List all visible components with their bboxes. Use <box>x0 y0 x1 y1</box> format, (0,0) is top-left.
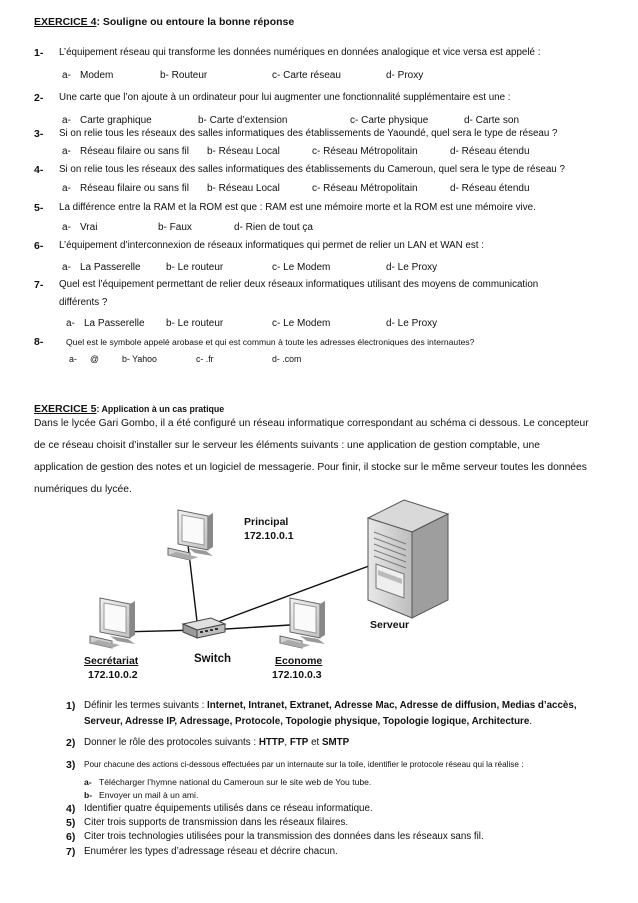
q8-opt-c[interactable]: c- .fr <box>196 354 214 364</box>
q4-opt-c[interactable]: c- Réseau Métropolitain <box>312 183 418 194</box>
q4-text: Si on relie tous les réseaux des salles informatiques des établissements du Cameroun, quel sera le type de réseau ? <box>59 164 565 175</box>
ex5-q2-number: 2) <box>66 737 76 749</box>
computer-secretariat-icon[interactable] <box>90 598 135 648</box>
ex5-para-line-1: Dans le lycée Gari Gombo, il a été configuré un réseau informatique correspondant au schéma ci dessous. Le concepteur <box>34 418 589 429</box>
q5-opt-a-letter: a- <box>62 222 71 233</box>
econome-ip: 172.10.0.3 <box>272 669 322 681</box>
q5-opt-d[interactable]: d- Rien de tout ça <box>234 222 313 233</box>
server-icon[interactable] <box>368 500 448 618</box>
q5-number: 5- <box>34 202 44 214</box>
q2-opt-d[interactable]: d- Carte son <box>464 115 520 126</box>
ex5-q1-terms-1: Internet, Intranet, Extranet, Adresse Mac, Adresse de diffusion, Medias d’accès, <box>207 700 577 711</box>
ex4-title: EXERCICE 4 <box>34 16 97 28</box>
secretariat-name: Secrétariat <box>84 655 139 667</box>
ex5-q1-terms-2: Serveur, Adresse IP, Adressage, Protocole, Topologie physique, Topologie logique, Architecture <box>84 716 530 727</box>
switch-label: Switch <box>194 653 232 665</box>
q8-opt-d[interactable]: d- .com <box>272 354 302 364</box>
q1-text: L’équipement réseau qui transforme les données numériques en données analogique et vice versa est appelé : <box>59 47 541 58</box>
ex5-q3-b: Envoyer un mail à un ami. <box>99 790 199 800</box>
ex5-q2-et: et <box>308 737 322 748</box>
ex5-q1-line2 <box>84 716 532 727</box>
q2-text: Une carte que l’on ajoute à un ordinateur pour lui augmenter une fonctionnalité supplémentaire est une : <box>59 92 511 103</box>
q2-opt-a[interactable]: Carte graphique <box>80 115 152 126</box>
q2-number: 2- <box>34 92 44 104</box>
q5-text: La différence entre la RAM et la ROM est que : RAM est une mémoire morte et la ROM est une mémoire vive. <box>59 202 536 213</box>
ex5-q7-number: 7) <box>66 846 76 858</box>
q7-text: Quel est l’équipement permettant de relier deux réseaux informatiques utilisant des moyens de communication <box>59 279 539 290</box>
ex5-q1-dot: . <box>529 716 533 727</box>
q6-opt-b[interactable]: b- Le routeur <box>166 262 224 273</box>
ex5-q6-number: 6) <box>66 831 76 843</box>
ex5-q6: Citer trois technologies utilisées pour la transmission des données dans les réseaux sans fil. <box>84 831 484 842</box>
q7-opt-b[interactable]: b- Le routeur <box>166 318 224 329</box>
q4-opt-b[interactable]: b- Réseau Local <box>207 183 280 194</box>
q5-opt-b[interactable]: b- Faux <box>158 222 192 233</box>
ex5-q4-number: 4) <box>66 803 76 815</box>
q1-opt-d[interactable]: d- Proxy <box>386 70 424 81</box>
q1-opt-c[interactable]: c- Carte réseau <box>272 70 341 81</box>
q7-opt-a-letter: a- <box>66 318 75 329</box>
q7-opt-c[interactable]: c- Le Modem <box>272 318 331 329</box>
q6-opt-a[interactable]: La Passerelle <box>80 262 141 273</box>
q6-opt-d[interactable]: d- Le Proxy <box>386 262 438 273</box>
q1-opt-a[interactable]: Modem <box>80 70 114 81</box>
ex5-q3-number: 3) <box>66 759 76 771</box>
q1-number: 1- <box>34 47 44 59</box>
ex5-q7: Enumérer les types d’adressage réseau et décrire chacun. <box>84 846 338 857</box>
ex5-q5: Citer trois supports de transmission dans les réseaux filaires. <box>84 817 349 828</box>
q6-number: 6- <box>34 240 44 252</box>
q8-opt-a[interactable]: @ <box>90 354 99 364</box>
q8-text: Quel est le symbole appelé arobase et qui est commun à toute les adresses électroniques des internautes? <box>66 337 475 347</box>
ex5-q2-ftp: FTP <box>289 737 309 748</box>
ex5-q3-a-letter: a- <box>84 777 92 787</box>
ex5-q2 <box>84 737 349 748</box>
q6-opt-a-letter: a- <box>62 262 71 273</box>
ex5-q1-number: 1) <box>66 700 76 712</box>
ex5-q2-intro: Donner le rôle des protocoles suivants : <box>84 737 259 748</box>
q1-opt-a-letter: a- <box>62 70 71 81</box>
ex4-subtitle: : Souligne ou entoure la bonne réponse <box>96 16 295 28</box>
q6-text: L’équipement d’interconnexion de réseaux informatiques qui permet de relier un LAN et WAN est : <box>59 240 484 251</box>
ex5-q1 <box>84 700 577 711</box>
ex5-q1-intro: Définir les termes suivants : <box>84 700 208 711</box>
ex5-para-line-2: de ce réseau choisit d’installer sur le serveur les éléments suivants : une application de gestion comptable, une <box>34 440 540 451</box>
ex5-q2-http: HTTP <box>258 737 285 748</box>
ex5-q2-smtp: SMTP <box>321 737 350 748</box>
switch-icon[interactable] <box>183 618 225 638</box>
q4-opt-a-letter: a- <box>62 183 71 194</box>
ex5-q4: Identifier quatre équipements utilisés dans ce réseau informatique. <box>84 803 373 814</box>
principal-ip: 172.10.0.1 <box>244 530 294 542</box>
q7-number: 7- <box>34 279 44 291</box>
ex5-q3: Pour chacune des actions ci-dessous effectuées par un internaute sur la toile, identifier le protocole réseau qui la réalise : <box>84 760 524 769</box>
q4-opt-a[interactable]: Réseau filaire ou sans fil <box>80 183 189 194</box>
serveur-label: Serveur <box>370 619 410 631</box>
ex5-q5-number: 5) <box>66 817 76 829</box>
principal-name: Principal <box>244 516 289 528</box>
ex5-q2-comma: , <box>284 737 290 748</box>
econome-name: Econome <box>275 655 323 667</box>
q5-opt-a[interactable]: Vrai <box>80 222 98 233</box>
ex5-q3-b-letter: b- <box>84 790 93 800</box>
q1-opt-b[interactable]: b- Routeur <box>160 70 208 81</box>
ex5-para-line-3: application de gestion des notes et un logiciel de messagerie. Pour finir, il stocke sur le même serveur toutes les données <box>34 462 587 473</box>
secretariat-ip: 172.10.0.2 <box>88 669 138 681</box>
q2-opt-c[interactable]: c- Carte physique <box>350 115 429 126</box>
q3-text: Si on relie tous les réseaux des salles informatiques des établissements de Yaoundé, quel sera le type de réseau ? <box>59 128 558 139</box>
computer-principal-icon[interactable] <box>168 510 213 560</box>
ex5-title: EXERCICE 5 <box>34 403 97 415</box>
q7-opt-d[interactable]: d- Le Proxy <box>386 318 438 329</box>
q2-opt-a-letter: a- <box>62 115 71 126</box>
q8-opt-a-letter: a- <box>69 354 77 364</box>
q3-opt-a[interactable]: Réseau filaire ou sans fil <box>80 146 189 157</box>
computer-econome-icon[interactable] <box>280 598 325 648</box>
q6-opt-c[interactable]: c- Le Modem <box>272 262 331 273</box>
q3-opt-c[interactable]: c- Réseau Métropolitain <box>312 146 418 157</box>
ex5-subtitle: : Application à un cas pratique <box>96 404 225 414</box>
q2-opt-b[interactable]: b- Carte d’extension <box>198 115 288 126</box>
q7-text-cont: différents ? <box>59 297 108 308</box>
q3-opt-a-letter: a- <box>62 146 71 157</box>
q4-number: 4- <box>34 164 44 176</box>
ex5-q3-a: Télécharger l’hymne national du Cameroun sur le site web de You tube. <box>99 777 372 787</box>
q3-opt-b[interactable]: b- Réseau Local <box>207 146 280 157</box>
q3-opt-d[interactable]: d- Réseau étendu <box>450 146 530 157</box>
q8-number: 8- <box>34 336 44 348</box>
q7-opt-a[interactable]: La Passerelle <box>84 318 145 329</box>
q3-number: 3- <box>34 128 44 140</box>
network-cables <box>120 545 385 632</box>
ex5-para-line-4: numériques du lycée. <box>34 484 132 495</box>
q8-opt-b[interactable]: b- Yahoo <box>122 354 157 364</box>
q4-opt-d[interactable]: d- Réseau étendu <box>450 183 530 194</box>
